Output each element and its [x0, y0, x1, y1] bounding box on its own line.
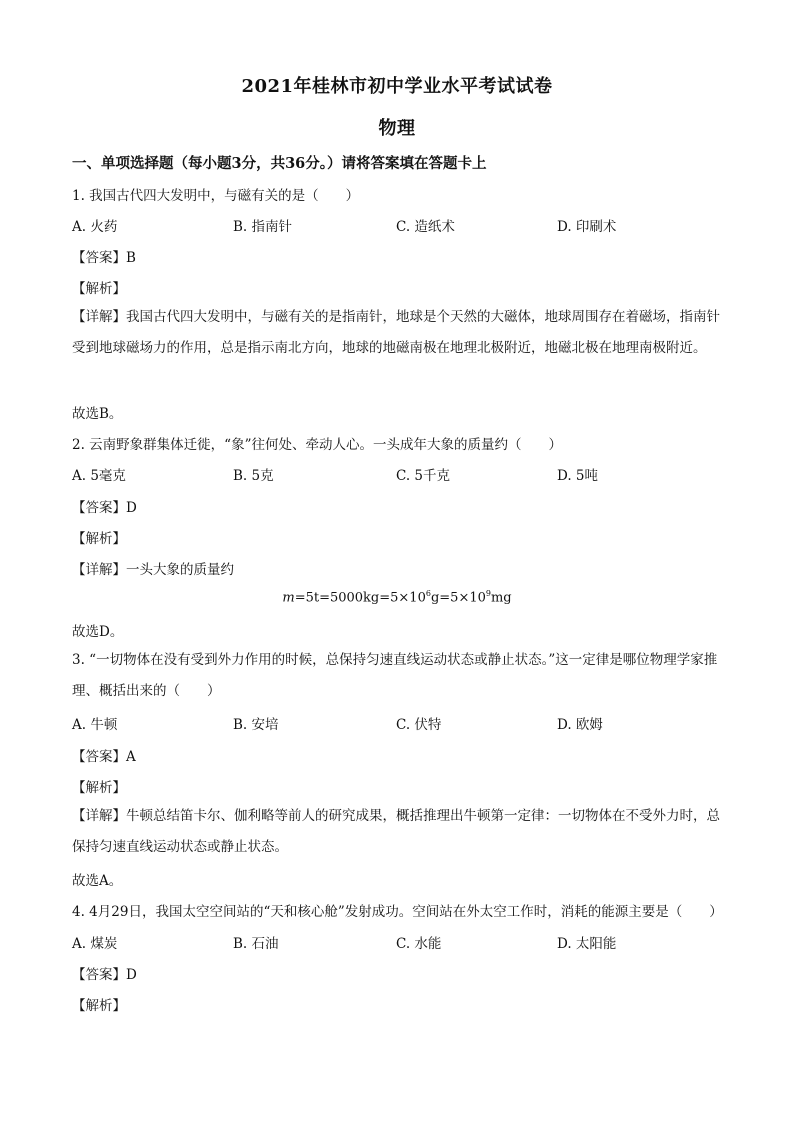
- question-1-conclusion: 故选B。: [72, 406, 123, 422]
- question-3-option-d: D. 欧姆: [557, 717, 603, 733]
- question-2-stem: 2. 云南野象群集体迁徙，“象”往何处、牵动人心。一头成年大象的质量约（ ）: [72, 437, 562, 453]
- question-4-option-d: D. 太阳能: [557, 936, 617, 952]
- question-3-detail: 【详解】牛顿总结笛卡尔、伽利略等前人的研究成果，概括推理出牛顿第一定律：一切物体在不受外力时，总保持匀速直线运动状态或静止状态。: [72, 808, 720, 855]
- formula-end: mg: [490, 590, 512, 606]
- question-3-option-c: C. 伏特: [396, 717, 442, 733]
- question-1-detail: 【详解】我国古代四大发明中，与磁有关的是指南针，地球是个天然的大磁体，地球周围存在着磁场，指南针受到地球磁场力的作用，总是指示南北方向，地球的地磁南极在地理北极附近，地磁北极在地理南极附近。: [72, 309, 720, 356]
- formula-exponent-1: 6: [425, 589, 431, 598]
- subject-title: 物理: [378, 118, 416, 139]
- question-2-detail: 【详解】一头大象的质量约: [72, 562, 234, 578]
- question-1-option-c: C. 造纸术: [396, 219, 455, 235]
- question-2-option-b: B. 5克: [233, 468, 274, 484]
- question-3-option-b: B. 安培: [233, 717, 279, 733]
- question-3-option-a: A. 牛顿: [72, 717, 118, 733]
- question-4-stem: 4. 4月29日，我国太空空间站的“天和核心舱”发射成功。空间站在外太空工作时，消耗的能源主要是（ ）: [72, 904, 723, 920]
- question-1-answer: 【答案】B: [72, 250, 136, 266]
- question-4-analysis: 【解析】: [72, 998, 126, 1014]
- question-2-formula: [0, 589, 794, 605]
- question-2-analysis: 【解析】: [72, 531, 126, 547]
- question-4-answer: 【答案】D: [72, 967, 137, 983]
- question-1-option-d: D. 印刷术: [557, 219, 617, 235]
- question-3-analysis: 【解析】: [72, 780, 126, 796]
- formula-variable: m: [282, 590, 295, 606]
- formula-main: =5t=5000kg=5×10: [294, 590, 426, 606]
- question-2-option-d: D. 5吨: [557, 468, 599, 484]
- exam-title: 2021年桂林市初中学业水平考试试卷: [241, 76, 553, 97]
- question-4-option-b: B. 石油: [233, 936, 279, 952]
- question-1-analysis: 【解析】: [72, 281, 126, 297]
- question-4-option-c: C. 水能: [396, 936, 442, 952]
- question-1-option-b: B. 指南针: [233, 219, 293, 235]
- question-1-option-a: A. 火药: [72, 219, 118, 235]
- question-4-option-a: A. 煤炭: [72, 936, 118, 952]
- formula-exponent-2: 9: [485, 589, 491, 598]
- question-3-answer: 【答案】A: [72, 749, 136, 765]
- question-1-stem: 1. 我国古代四大发明中，与磁有关的是（ ）: [72, 188, 360, 204]
- question-2-option-c: C. 5千克: [396, 468, 451, 484]
- question-2-conclusion: 故选D。: [72, 624, 124, 640]
- formula-mid: g=5×10: [430, 590, 486, 606]
- question-2-option-a: A. 5毫克: [72, 468, 126, 484]
- question-3-stem: 3. “一切物体在没有受到外力作用的时候，总保持匀速直线运动状态或静止状态。”这一定律是哪位物理学家推理、概括出来的（ ）: [72, 652, 718, 699]
- question-3-conclusion: 故选A。: [72, 873, 123, 889]
- question-2-answer: 【答案】D: [72, 500, 137, 516]
- section-heading: 一、单项选择题（每小题3分，共36分。）请将答案填在答题卡上: [72, 155, 487, 172]
